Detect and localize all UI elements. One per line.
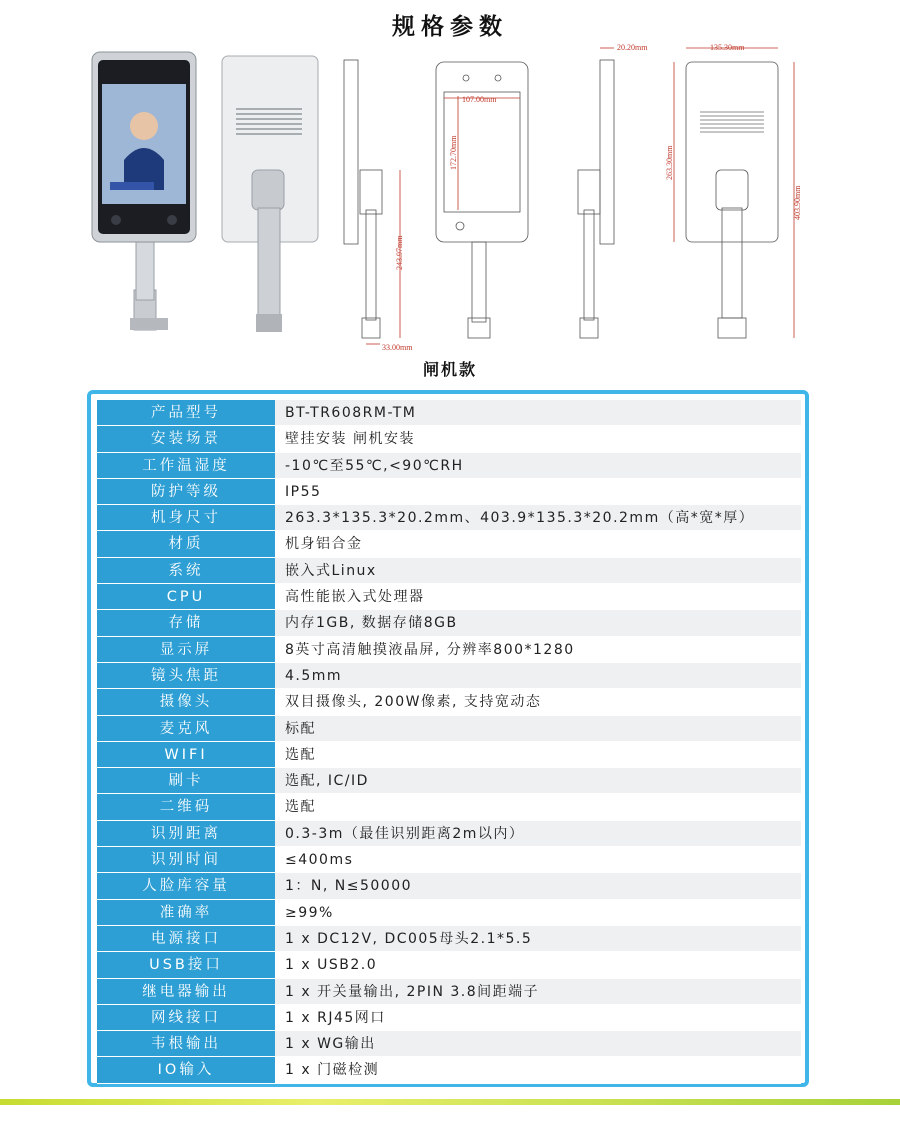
spec-value: ≥99%	[275, 900, 801, 926]
spec-row	[97, 926, 801, 952]
spec-row	[97, 426, 801, 452]
spec-label: IO输入	[97, 1057, 275, 1083]
spec-row	[97, 637, 801, 663]
spec-value: 标配	[275, 716, 801, 742]
spec-label: 镜头焦距	[97, 663, 275, 689]
spec-row	[97, 1031, 801, 1057]
spec-value: 高性能嵌入式处理器	[275, 584, 801, 610]
spec-value: 内存1GB, 数据存储8GB	[275, 610, 801, 636]
spec-value: 双目摄像头, 200W像素, 支持宽动态	[275, 689, 801, 715]
spec-row	[97, 794, 801, 820]
spec-value: 机身铝合金	[275, 531, 801, 557]
page-title: 规格参数	[392, 14, 508, 40]
spec-row	[97, 584, 801, 610]
spec-row	[97, 1005, 801, 1031]
device-side-drawing	[344, 60, 400, 344]
spec-row	[97, 1057, 801, 1083]
spec-label: 材质	[97, 531, 275, 557]
spec-value: 1 x DC12V, DC005母头2.1*5.5	[275, 926, 801, 952]
device-back-drawing	[674, 48, 794, 338]
spec-value: 263.3*135.3*20.2mm、403.9*135.3*20.2mm（高*宽*厚）	[275, 505, 801, 531]
spec-row	[97, 610, 801, 636]
spec-row	[97, 531, 801, 557]
spec-label: CPU	[97, 584, 275, 610]
spec-row	[97, 952, 801, 978]
spec-row	[97, 663, 801, 689]
spec-label: 存储	[97, 610, 275, 636]
dim-thickness: 20.20mm	[617, 43, 648, 52]
spec-value: 1 x WG输出	[275, 1031, 801, 1057]
spec-value: 1 x 开关量输出, 2PIN 3.8间距端子	[275, 979, 801, 1005]
spec-row	[97, 873, 801, 899]
spec-label: 工作温湿度	[97, 453, 275, 479]
spec-row	[97, 768, 801, 794]
spec-label: 识别距离	[97, 821, 275, 847]
spec-row	[97, 742, 801, 768]
spec-row	[97, 900, 801, 926]
dim-pole-height: 243.97mm	[395, 235, 404, 270]
spec-label: 防护等级	[97, 479, 275, 505]
spec-label: 准确率	[97, 900, 275, 926]
spec-value: 1 x USB2.0	[275, 952, 801, 978]
spec-label: 刷卡	[97, 768, 275, 794]
device-front-photo	[92, 52, 196, 330]
spec-value: 0.3-3m（最佳识别距离2m以内）	[275, 821, 801, 847]
spec-label: 人脸库容量	[97, 873, 275, 899]
dim-total-height: 403.90mm	[793, 185, 802, 220]
spec-label: 安装场景	[97, 426, 275, 452]
spec-label: USB接口	[97, 952, 275, 978]
spec-value: 嵌入式Linux	[275, 558, 801, 584]
spec-value: 1 x RJ45网口	[275, 1005, 801, 1031]
spec-label: 电源接口	[97, 926, 275, 952]
spec-label: 显示屏	[97, 637, 275, 663]
dim-body-height: 263.30mm	[665, 145, 674, 180]
product-illustrations	[80, 40, 840, 360]
spec-row	[97, 400, 801, 426]
spec-row	[97, 821, 801, 847]
spec-label: 二维码	[97, 794, 275, 820]
spec-value: -10℃至55℃,<90℃RH	[275, 453, 801, 479]
spec-value: ≤400ms	[275, 847, 801, 873]
spec-label: 摄像头	[97, 689, 275, 715]
spec-label: 网线接口	[97, 1005, 275, 1031]
device-side-drawing-2	[578, 48, 614, 338]
spec-value: 4.5mm	[275, 663, 801, 689]
spec-value: 8英寸高清触摸液晶屏, 分辨率800*1280	[275, 637, 801, 663]
spec-value: 选配, IC/ID	[275, 768, 801, 794]
spec-row	[97, 716, 801, 742]
dim-width: 135.30mm	[710, 43, 745, 52]
device-back-photo	[222, 56, 318, 332]
spec-label: 麦克风	[97, 716, 275, 742]
spec-label: 韦根输出	[97, 1031, 275, 1057]
illustration-caption: 闸机款	[422, 360, 477, 379]
spec-value: IP55	[275, 479, 801, 505]
spec-label: 识别时间	[97, 847, 275, 873]
spec-table	[97, 400, 801, 1084]
spec-row	[97, 479, 801, 505]
spec-label: 系统	[97, 558, 275, 584]
dim-pole-diameter: 33.00mm	[382, 343, 413, 352]
spec-row	[97, 558, 801, 584]
spec-value: 壁挂安装 闸机安装	[275, 426, 801, 452]
bottom-accent-bar	[0, 1099, 900, 1105]
dim-screen-width: 107.00mm	[462, 95, 497, 104]
spec-row	[97, 453, 801, 479]
spec-row	[97, 505, 801, 531]
spec-row	[97, 689, 801, 715]
spec-value: 1：N, N≤50000	[275, 873, 801, 899]
spec-table-frame	[87, 390, 809, 1087]
spec-value: 1 x 门磁检测	[275, 1057, 801, 1083]
spec-value: BT-TR608RM-TM	[275, 400, 801, 426]
dim-screen-height: 172.70mm	[449, 135, 458, 170]
spec-label: 产品型号	[97, 400, 275, 426]
spec-row	[97, 847, 801, 873]
spec-value: 选配	[275, 742, 801, 768]
spec-row	[97, 979, 801, 1005]
spec-label: 机身尺寸	[97, 505, 275, 531]
spec-label: 继电器输出	[97, 979, 275, 1005]
spec-value: 选配	[275, 794, 801, 820]
spec-label: WIFI	[97, 742, 275, 768]
